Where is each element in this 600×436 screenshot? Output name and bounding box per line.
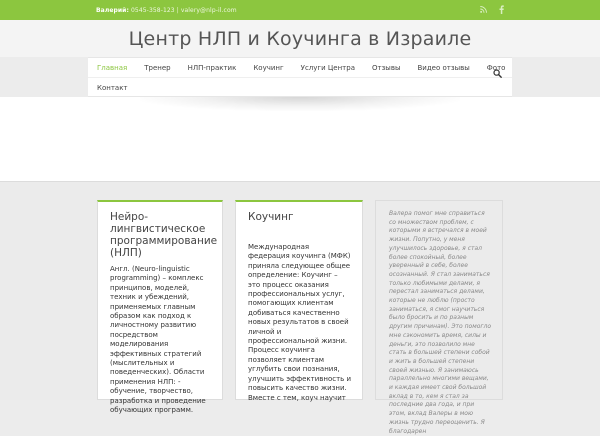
nav-item-nlp-practitioner[interactable]: НЛП-практик	[187, 63, 237, 72]
nlp-card-title[interactable]: Нейро-лингвистическое программирование (НЛП)	[110, 211, 218, 259]
contact-info	[96, 7, 237, 14]
testimonial-text: Валера помог мне справиться со множеством проблем, с которыми я встречался в моей жизни. Попутно, у меня улучшилось здоровье, я стал более спокойный, более уверенный в себе, более осознанный. Я стал заниматься только любимыми делами, я перестал заниматься делами, которые не люблю (просто заниматься, я смог научиться было бросить и по разным другим причинам). Это помогло мне сэкономить время, силы и деньги, это позволило мне стать в большей степени собой и жить в большей степени своей жизнью. Я занимаюсь параллельно многими вещами, и каждая имеет свой большой вклад в то, кем я стал за последние два года, и при этом, вклад Валеры в мою жизнь трудно переоценить. Я благодарен	[389, 210, 492, 435]
contact-details: 0545-358-123 | valery@nlp-il.com	[131, 6, 237, 14]
site-title[interactable]: Центр НЛП и Коучинга в Израиле	[128, 27, 472, 50]
facebook-icon[interactable]	[499, 5, 504, 16]
nav-item-services[interactable]: Услуги Центра	[300, 63, 355, 72]
coaching-card-title[interactable]: Коучинг	[248, 211, 294, 223]
social-icons	[480, 5, 504, 16]
nav-item-home[interactable]: Главная	[97, 63, 128, 72]
nav-row	[88, 78, 512, 98]
testimonial-card	[375, 200, 503, 435]
nav-row	[88, 58, 512, 78]
search-icon[interactable]	[493, 63, 502, 72]
nlp-card	[97, 200, 223, 415]
nav-item-photo[interactable]: Фото	[486, 63, 506, 72]
coaching-card	[235, 200, 363, 400]
nav-item-trainer[interactable]: Тренер	[144, 63, 171, 72]
nlp-card-text: Англ. (Neuro-linguistic programming) – комплекс принципов, моделей, техник и убеждений, применяемых главным образом как подход к личностному развитию посредством моделирования эффективных стратегий (мыслительных и поведенческих). Области применения НЛП: - обучение, творчество, разработка и проведение обучающих программ.	[110, 265, 206, 415]
nav-item-contact[interactable]: Контакт	[97, 84, 128, 92]
nav-item-coaching[interactable]: Коучинг	[253, 63, 284, 72]
contact-name: Валерий:	[96, 6, 129, 14]
coaching-card-text: Международная федерация коучинга (МФК) приняла следующее общее определение: Коучинг – это процесс оказания профессиональных услуг, помогающих клиентам добиваться качественно новых результатов в своей личной и профессиональной жизни. Процесс коучинга позволяет клиентам углубить свои познания, улучшить эффективность и повысить качество жизни. Вместе с тем, коуч научит	[248, 243, 352, 402]
top-bar	[0, 0, 600, 20]
nav-item-reviews[interactable]: Отзывы	[371, 63, 401, 72]
site-header	[0, 20, 600, 57]
nav-shadow	[140, 97, 460, 111]
main-nav	[88, 57, 512, 97]
nav-item-video-reviews[interactable]: Видео отзывы	[417, 63, 470, 72]
rss-icon[interactable]	[480, 6, 487, 15]
